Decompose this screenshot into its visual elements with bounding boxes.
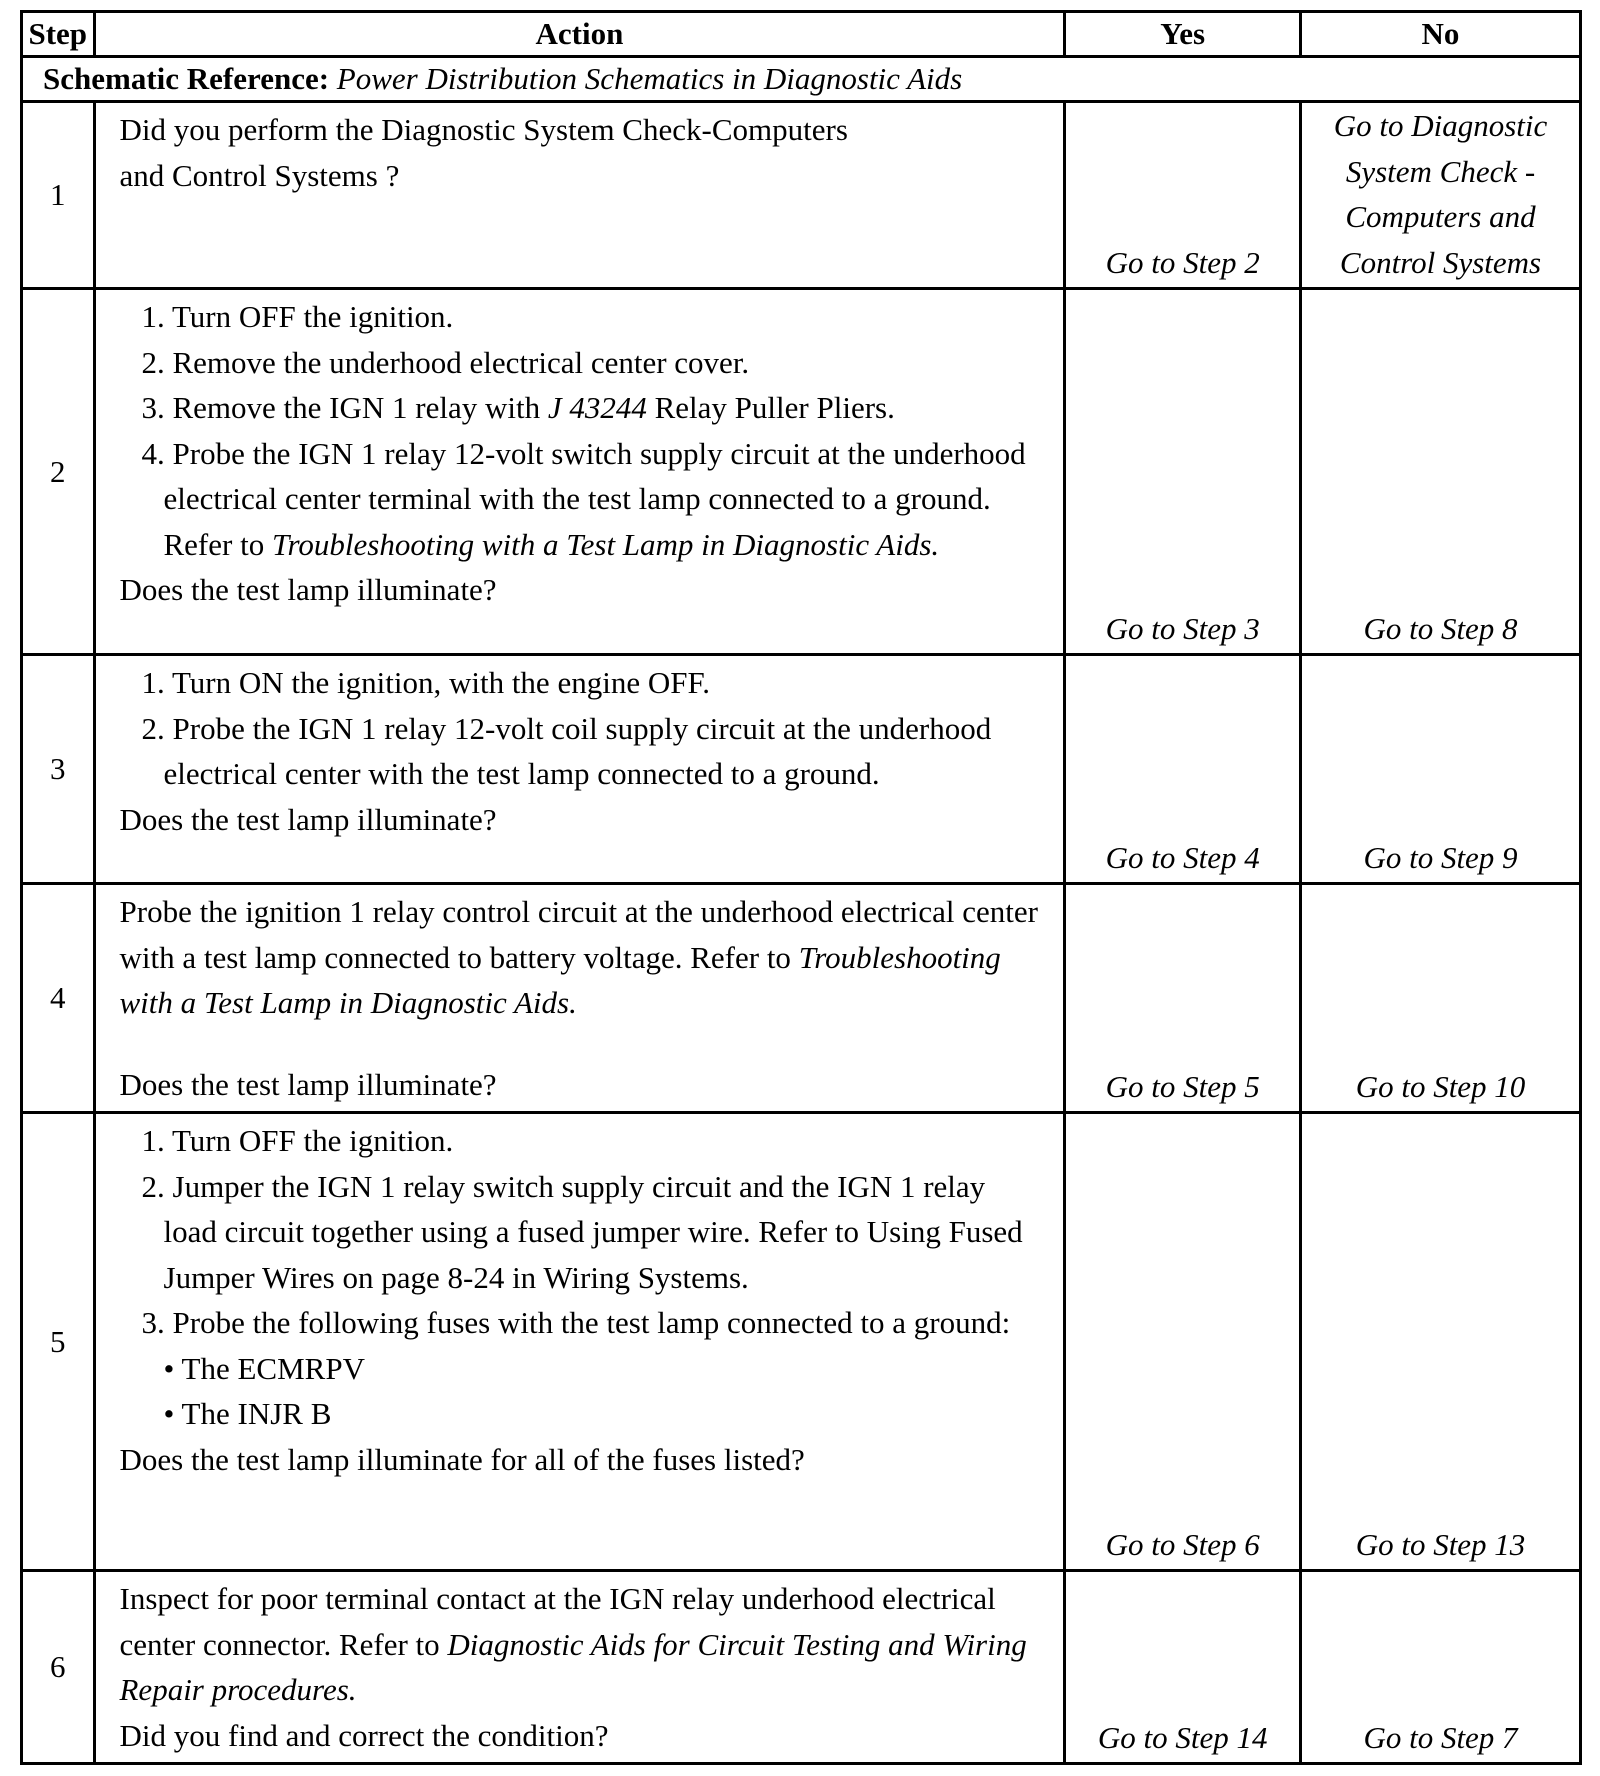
- header-action: Action: [94, 12, 1065, 57]
- question-line: Does the test lamp illuminate?: [119, 572, 497, 607]
- list-item-tail: Relay Puller Pliers.: [654, 390, 895, 425]
- table-row: [22, 655, 1581, 884]
- no-cell: Go to Step 10: [1301, 884, 1581, 1113]
- spacer: [120, 1026, 1044, 1062]
- reference-link: Diagnostic Aids for Circuit Testing and Wiring Repair procedures.: [119, 1626, 1027, 1707]
- no-cell: Go to Diagnostic System Check - Computers and Control Systems: [1301, 102, 1581, 289]
- action-cell: [94, 1113, 1065, 1571]
- list-item: 1. Turn OFF the ignition.: [141, 299, 454, 334]
- schematic-text: Power Distribution Schematics in Diagnostic Aids: [336, 61, 963, 96]
- list-item: [142, 431, 1044, 568]
- question-line: Did you find and correct the condition?: [119, 1717, 609, 1753]
- bullet-item: • The INJR B: [163, 1396, 332, 1431]
- list-item: 2. Probe the IGN 1 relay 12-volt coil supply circuit at the underhood electrical center with the test lamp connected to a ground.: [141, 710, 992, 791]
- reference-link: Troubleshooting with a Test Lamp in Diagnostic Aids.: [119, 939, 1001, 1020]
- action-text: Probe the ignition 1 relay control circuit at the underhood electrical center with a test lamp connected to battery voltage. Refer to: [119, 894, 1038, 975]
- table-row: [22, 289, 1581, 655]
- step-number: 4: [22, 884, 95, 1113]
- header-row: [22, 12, 1581, 57]
- bullet-text: The INJR B: [181, 1396, 332, 1431]
- schematic-reference: [22, 57, 1581, 102]
- question-line: Did you perform the Diagnostic System Check-Computers: [119, 112, 848, 147]
- action-cell: [94, 289, 1065, 655]
- action-cell: [94, 1571, 1065, 1764]
- step-number: 6: [22, 1571, 95, 1764]
- table-row: [22, 102, 1581, 289]
- list-item: [142, 385, 1044, 431]
- no-cell: Go to Step 7: [1301, 1571, 1581, 1764]
- question-line: Does the test lamp illuminate?: [119, 1066, 497, 1102]
- bullet-text: The ECMRPV: [181, 1350, 365, 1386]
- bullet-item: • The ECMRPV: [163, 1350, 365, 1386]
- header-no: No: [1301, 12, 1581, 57]
- yes-cell: Go to Step 14: [1065, 1571, 1301, 1764]
- diagnostic-table: [20, 10, 1582, 1765]
- list-item: 1. Turn ON the ignition, with the engine OFF.: [141, 665, 710, 700]
- yes-cell: Go to Step 5: [1065, 884, 1301, 1113]
- yes-cell: Go to Step 4: [1065, 655, 1301, 884]
- list-item: 2. Remove the underhood electrical center cover.: [141, 344, 750, 380]
- question-line: and Control Systems ?: [119, 157, 400, 193]
- schematic-reference-row: [22, 57, 1581, 102]
- yes-cell: Go to Step 6: [1065, 1113, 1301, 1571]
- step-number: 3: [22, 655, 95, 884]
- reference-link: Troubleshooting with a Test Lamp in Diagnostic Aids.: [271, 526, 940, 562]
- table-row: [22, 1113, 1581, 1571]
- action-text-wrap: [120, 1576, 1044, 1713]
- action-text: Inspect for poor terminal contact at the IGN relay underhood electrical center connector. Refer to: [119, 1581, 996, 1662]
- no-cell: Go to Step 8: [1301, 289, 1581, 655]
- table-row: [22, 1571, 1581, 1764]
- no-cell: Go to Step 9: [1301, 655, 1581, 884]
- yes-cell: Go to Step 2: [1065, 102, 1301, 289]
- list-item: 3. Probe the following fuses with the test lamp connected to a ground:: [141, 1305, 1011, 1340]
- step-number: 5: [22, 1113, 95, 1571]
- step-number: 1: [22, 102, 95, 289]
- action-text-wrap: [120, 889, 1044, 1026]
- yes-cell: Go to Step 3: [1065, 289, 1301, 655]
- question-line: Does the test lamp illuminate?: [119, 801, 497, 837]
- header-step: Step: [22, 12, 95, 57]
- action-cell: [94, 102, 1065, 289]
- step-number: 2: [22, 289, 95, 655]
- question-line: Does the test lamp illuminate for all of the fuses listed?: [119, 1441, 805, 1477]
- header-yes: Yes: [1065, 12, 1301, 57]
- action-cell: [94, 884, 1065, 1113]
- list-item: 1. Turn OFF the ignition.: [141, 1123, 454, 1158]
- table-row: [22, 884, 1581, 1113]
- action-cell: [94, 655, 1065, 884]
- schematic-label: Schematic Reference:: [43, 61, 330, 96]
- list-item-text: 3. Remove the IGN 1 relay with: [141, 390, 541, 425]
- list-item-text: 4. Probe the IGN 1 relay 12-volt switch supply circuit at the underhood electrical center terminal with the test lamp connected to a ground. Refer to: [141, 435, 1026, 562]
- list-item: 2. Jumper the IGN 1 relay switch supply circuit and the IGN 1 relay load circuit together using a fused jumper wire. Refer to Using Fused Jumper Wires on page 8-24 in Wiring Systems.: [141, 1168, 1023, 1295]
- no-cell: Go to Step 13: [1301, 1113, 1581, 1571]
- tool-number: J 43244: [547, 390, 647, 425]
